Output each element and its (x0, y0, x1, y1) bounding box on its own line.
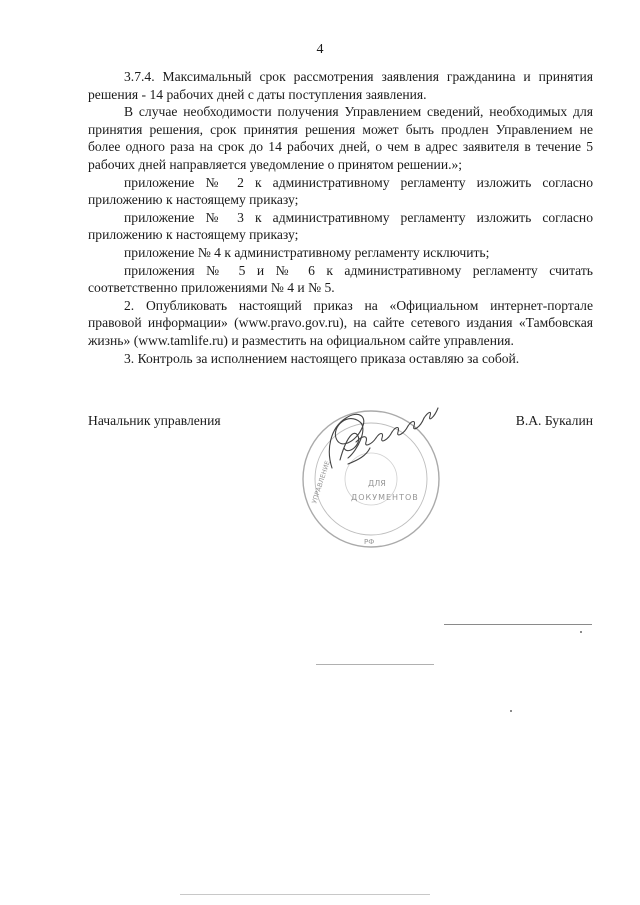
seal-text-bottom: РФ (364, 538, 375, 546)
paragraph-control: 3. Контроль за исполнением настоящего приказа оставляю за собой. (124, 350, 520, 366)
scan-line-2 (316, 664, 434, 665)
paragraph-extension: В случае необходимости получения Управлением сведений, необходимых для принятия решения, срок принятия решения может быть продлен Управлением не более одного раза на срок до 14 рабочих дней, о чем в адрес заявителя в течение 5 рабочих дней направляется уведомление о принятом решении.»; (88, 104, 593, 172)
scan-line-bottom (180, 894, 430, 895)
paragraph-appendix-4: приложение № 4 к административному регламенту исключить; (124, 244, 490, 260)
scan-line-1 (444, 624, 592, 625)
seal-ring-text: УПРАВЛЕНИЕ (310, 459, 332, 505)
document-body (88, 68, 593, 367)
position-title: Начальник управления (88, 413, 221, 428)
paragraph-3-7-4: 3.7.4. Максимальный срок рассмотрения заявления гражданина и принятия решения - 14 рабочих дней с даты поступления заявления. (88, 69, 593, 102)
paragraph-publication: 2. Опубликовать настоящий приказ на «Официальном интернет-портале правовой информации» (www.pravo.gov.ru), на сайте сетевого издания «Тамбовская жизнь» (www.tamlife.ru) и разместить на официальном сайте управления. (88, 297, 593, 348)
seal-text-line2: ДОКУМЕНТОВ (351, 493, 419, 502)
handwritten-signature (318, 398, 448, 478)
scan-speck-2 (510, 710, 512, 712)
page-number: 4 (316, 42, 324, 57)
signature-graphic (318, 398, 448, 478)
seal-text-line1: ДЛЯ (368, 479, 386, 488)
paragraph-appendix-2: приложение № 2 к административному регламенту изложить согласно приложению к настоящему приказу; (88, 174, 593, 208)
signer-name: В.А. Букалин (515, 413, 593, 428)
paragraph-appendix-5-6: приложения № 5 и № 6 к административному регламенту считать соответственно приложениями № 4 и № 5. (88, 262, 593, 296)
scan-speck-1 (580, 631, 582, 633)
paragraph-appendix-3: приложение № 3 к административному регламенту изложить согласно приложению к настоящему приказу; (88, 209, 593, 243)
